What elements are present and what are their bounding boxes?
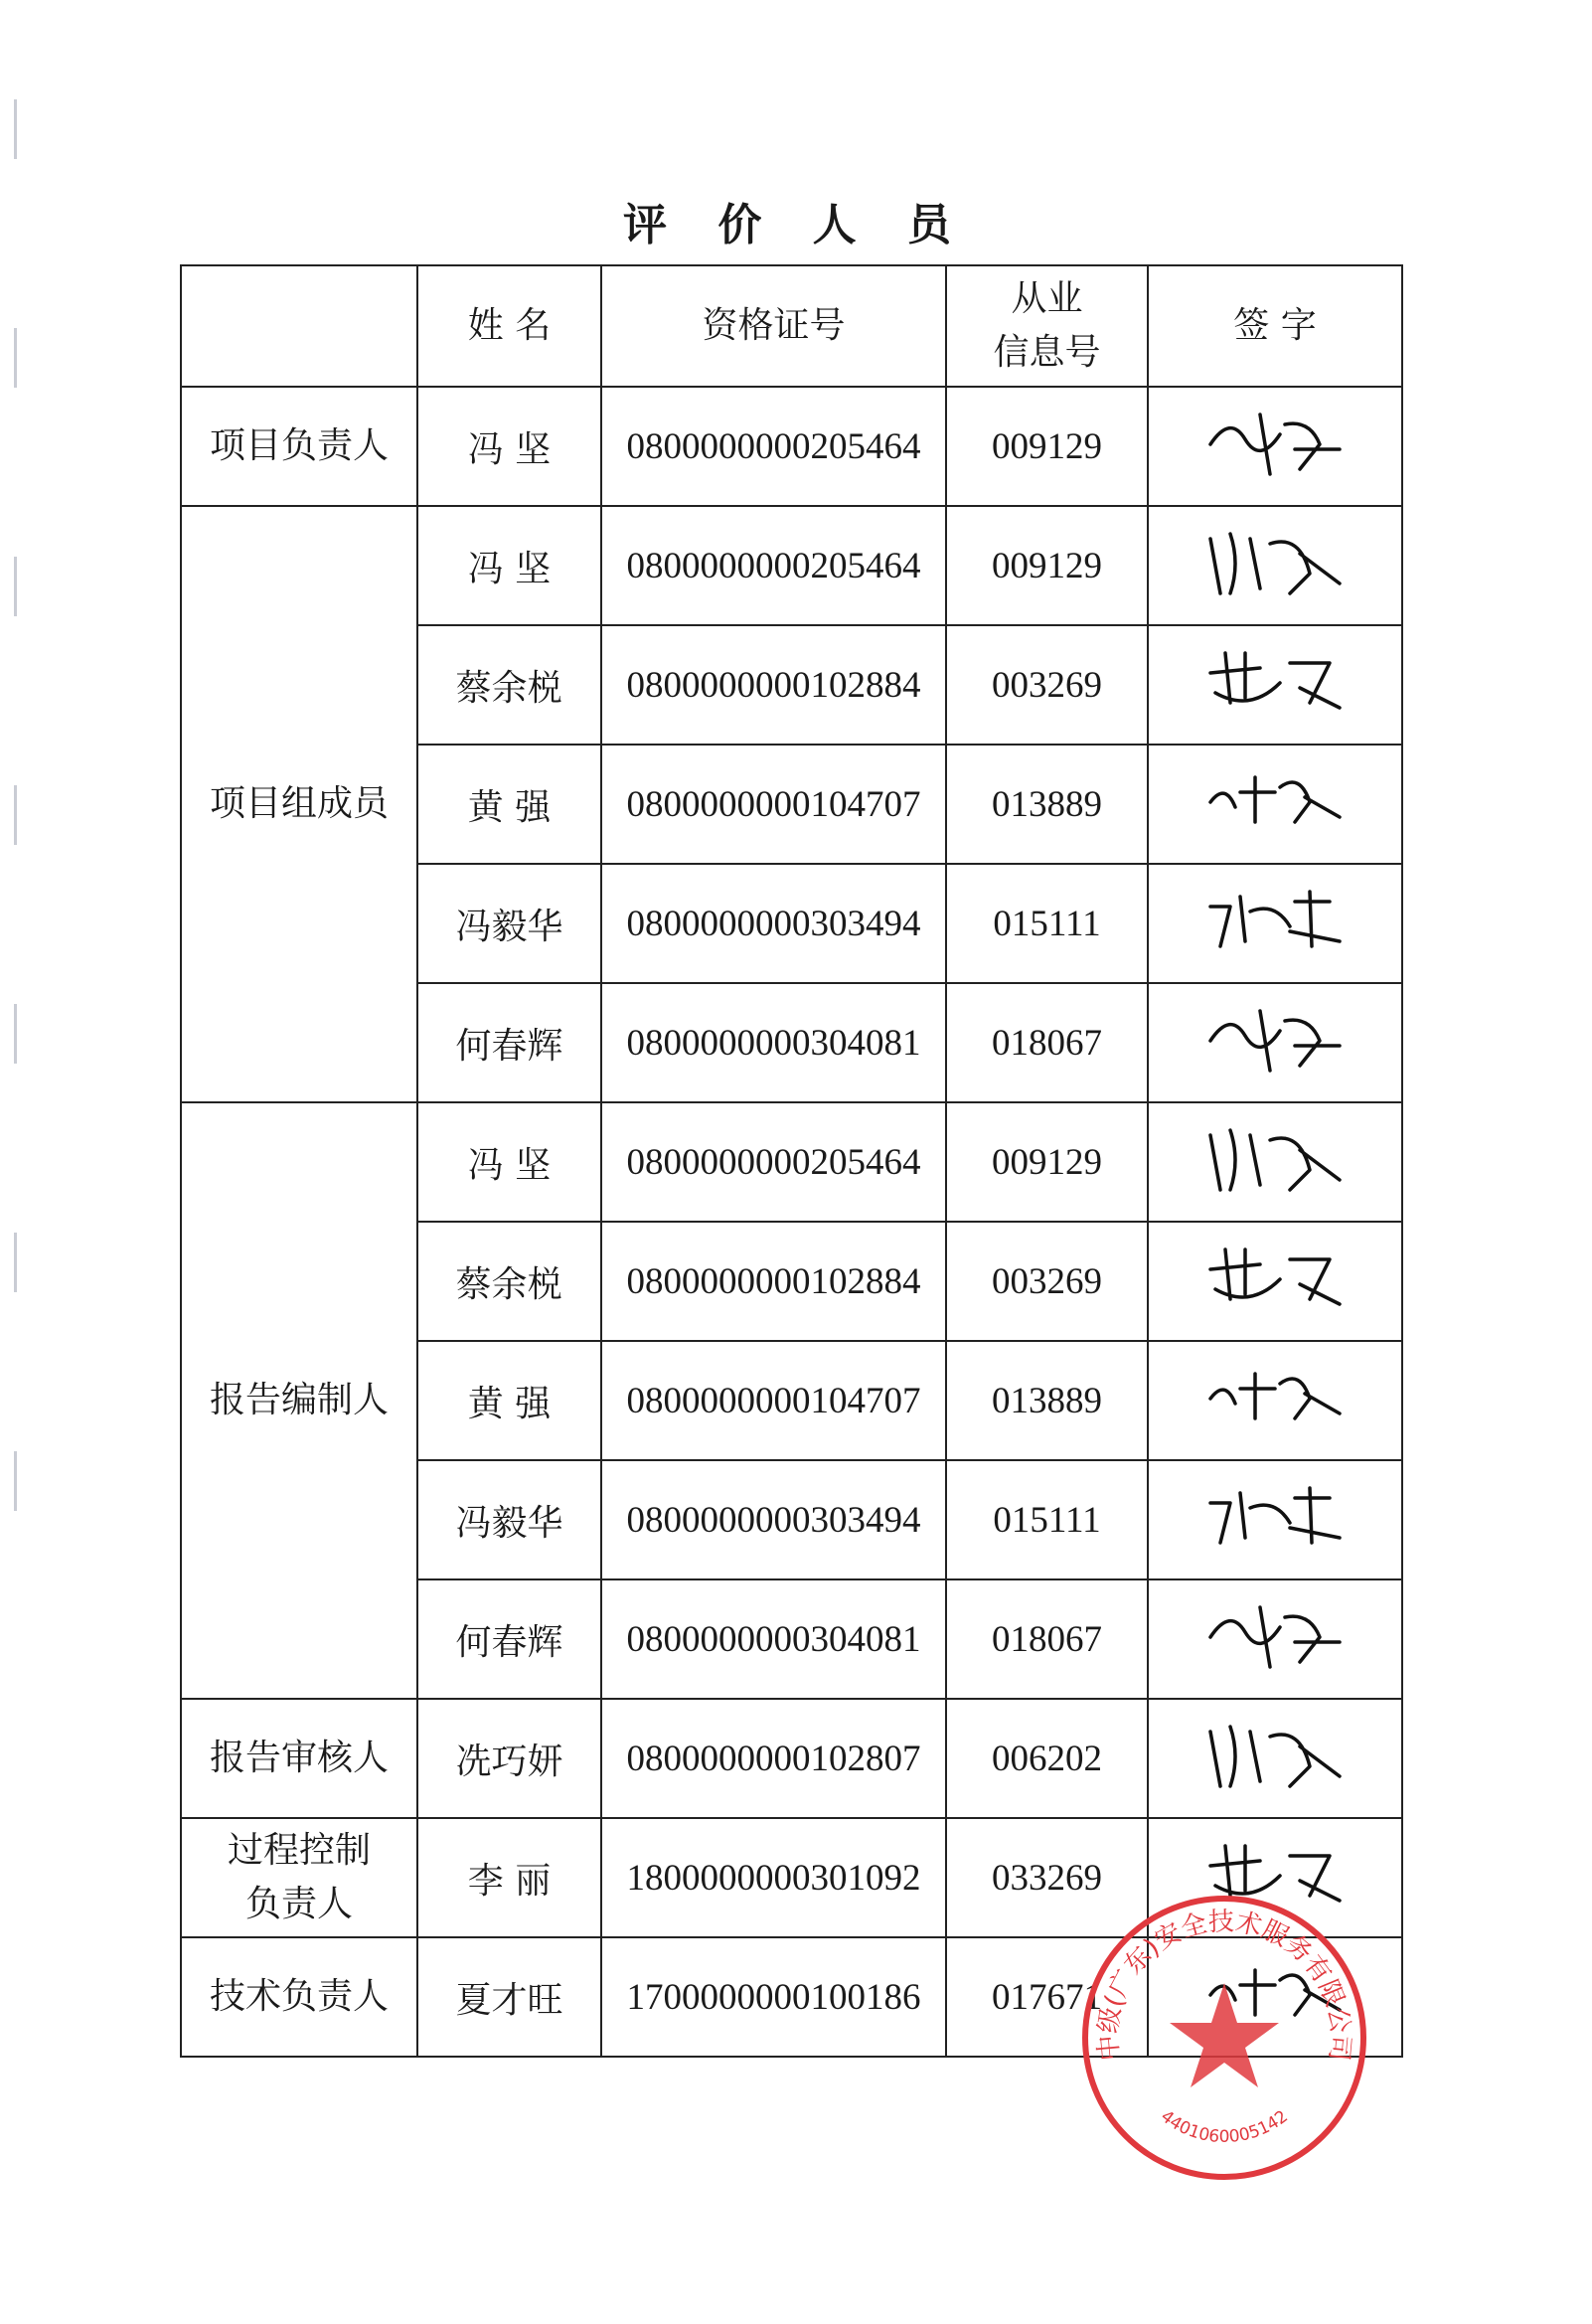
signature-cell [1148,864,1402,983]
name-cell: 冼巧妍 [417,1699,601,1818]
header-name: 姓 名 [417,265,601,387]
name-cell: 蔡余棁 [417,625,601,745]
info-number-cell: 017671 [946,1937,1148,2057]
scan-edge-mark [14,1233,17,1292]
signature-cell [1148,387,1402,506]
info-number-cell: 018067 [946,983,1148,1102]
scan-edge-mark [14,99,17,159]
cert-number-cell: 0800000000104707 [601,1341,946,1460]
cert-number-cell: 0800000000205464 [601,387,946,506]
signature-cell [1148,1460,1402,1579]
header-signature: 签 字 [1148,265,1402,387]
handwritten-signature [1200,1597,1350,1677]
info-number-cell: 013889 [946,745,1148,864]
cert-number-cell: 0800000000303494 [601,1460,946,1579]
role-label: 报告编制人 [209,1380,389,1420]
name-cell: 冯 坚 [417,1102,601,1222]
name-cell: 冯毅华 [417,864,601,983]
role-cell [181,506,417,1102]
info-number-cell: 009129 [946,387,1148,506]
name-cell: 黄 强 [417,745,601,864]
name-cell: 夏才旺 [417,1937,601,2057]
signature-cell [1148,506,1402,625]
scan-edge-mark [14,557,17,616]
name-cell: 冯毅华 [417,1460,601,1579]
header-role [181,265,417,387]
info-number-cell: 015111 [946,1460,1148,1579]
name-cell: 冯 坚 [417,506,601,625]
header-info-line2: 信息号 [993,332,1101,373]
table-row [181,506,1402,625]
header-info [946,265,1148,387]
role-cell [181,1818,417,1937]
handwritten-signature [1200,1240,1350,1319]
signature-cell [1148,1579,1402,1699]
signature-cell [1148,983,1402,1102]
cert-number-cell: 0800000000304081 [601,1579,946,1699]
header-info-line1: 从业 [1011,278,1083,319]
info-number-cell: 009129 [946,506,1148,625]
scan-edge-mark [14,328,17,388]
signature-cell [1148,1222,1402,1341]
handwritten-signature [1200,1717,1350,1796]
info-number-cell: 006202 [946,1699,1148,1818]
table-row [181,1102,1402,1222]
name-cell: 何春辉 [417,1579,601,1699]
role-cell [181,1699,417,1818]
signature-cell [1148,1102,1402,1222]
handwritten-signature [1200,1001,1350,1080]
table-body [181,387,1402,2057]
role-label: 项目组成员 [209,783,389,824]
role-label: 报告审核人 [209,1738,389,1778]
cert-number-cell: 1800000000301092 [601,1818,946,1937]
info-number-cell: 015111 [946,864,1148,983]
cert-number-cell: 0800000000205464 [601,506,946,625]
handwritten-signature [1200,405,1350,484]
role-cell [181,387,417,506]
company-seal [1075,1889,1373,2187]
name-cell: 李 丽 [417,1818,601,1937]
info-number-cell: 018067 [946,1579,1148,1699]
header-cert: 资格证号 [601,265,946,387]
name-cell: 蔡余棁 [417,1222,601,1341]
handwritten-signature [1200,1120,1350,1200]
role-label: 负责人 [244,1884,353,1924]
info-number-cell: 033269 [946,1818,1148,1937]
handwritten-signature [1200,524,1350,603]
cert-number-cell: 0800000000205464 [601,1102,946,1222]
cert-number-cell: 0800000000304081 [601,983,946,1102]
table-row [181,387,1402,506]
handwritten-signature [1200,1359,1350,1438]
cert-number-cell: 0800000000102884 [601,1222,946,1341]
seal-number: 4401060005142 [1157,2106,1292,2147]
cert-number-cell: 0800000000104707 [601,745,946,864]
name-cell: 何春辉 [417,983,601,1102]
info-number-cell: 013889 [946,1341,1148,1460]
seal-text: 中级(广东)安全技术服务有限公司 [1093,1907,1355,2063]
role-label: 技术负责人 [209,1976,389,2017]
cert-number-cell: 0800000000102807 [601,1699,946,1818]
personnel-table [180,264,1403,2058]
role-cell [181,1937,417,2057]
signature-cell [1148,1699,1402,1818]
handwritten-signature [1200,643,1350,723]
cert-number-cell: 0800000000303494 [601,864,946,983]
info-number-cell: 009129 [946,1102,1148,1222]
page-title: 评 价 人 员 [623,200,969,250]
scan-edge-mark [14,1451,17,1511]
name-cell: 黄 强 [417,1341,601,1460]
scan-edge-mark [14,1004,17,1064]
cert-number-cell: 0800000000102884 [601,625,946,745]
role-label: 过程控制 [227,1830,371,1871]
role-label: 项目负责人 [209,425,389,466]
signature-cell [1148,745,1402,864]
cert-number-cell: 1700000000100186 [601,1937,946,2057]
seal-star-icon [1170,1983,1279,2087]
handwritten-signature [1200,762,1350,842]
table-row [181,1699,1402,1818]
signature-cell [1148,1341,1402,1460]
signature-cell [1148,625,1402,745]
handwritten-signature [1200,1478,1350,1558]
scan-edge-mark [14,785,17,845]
info-number-cell: 003269 [946,625,1148,745]
name-cell: 冯 坚 [417,387,601,506]
table-header-row [181,265,1402,387]
role-cell [181,1102,417,1699]
info-number-cell: 003269 [946,1222,1148,1341]
handwritten-signature [1200,882,1350,961]
